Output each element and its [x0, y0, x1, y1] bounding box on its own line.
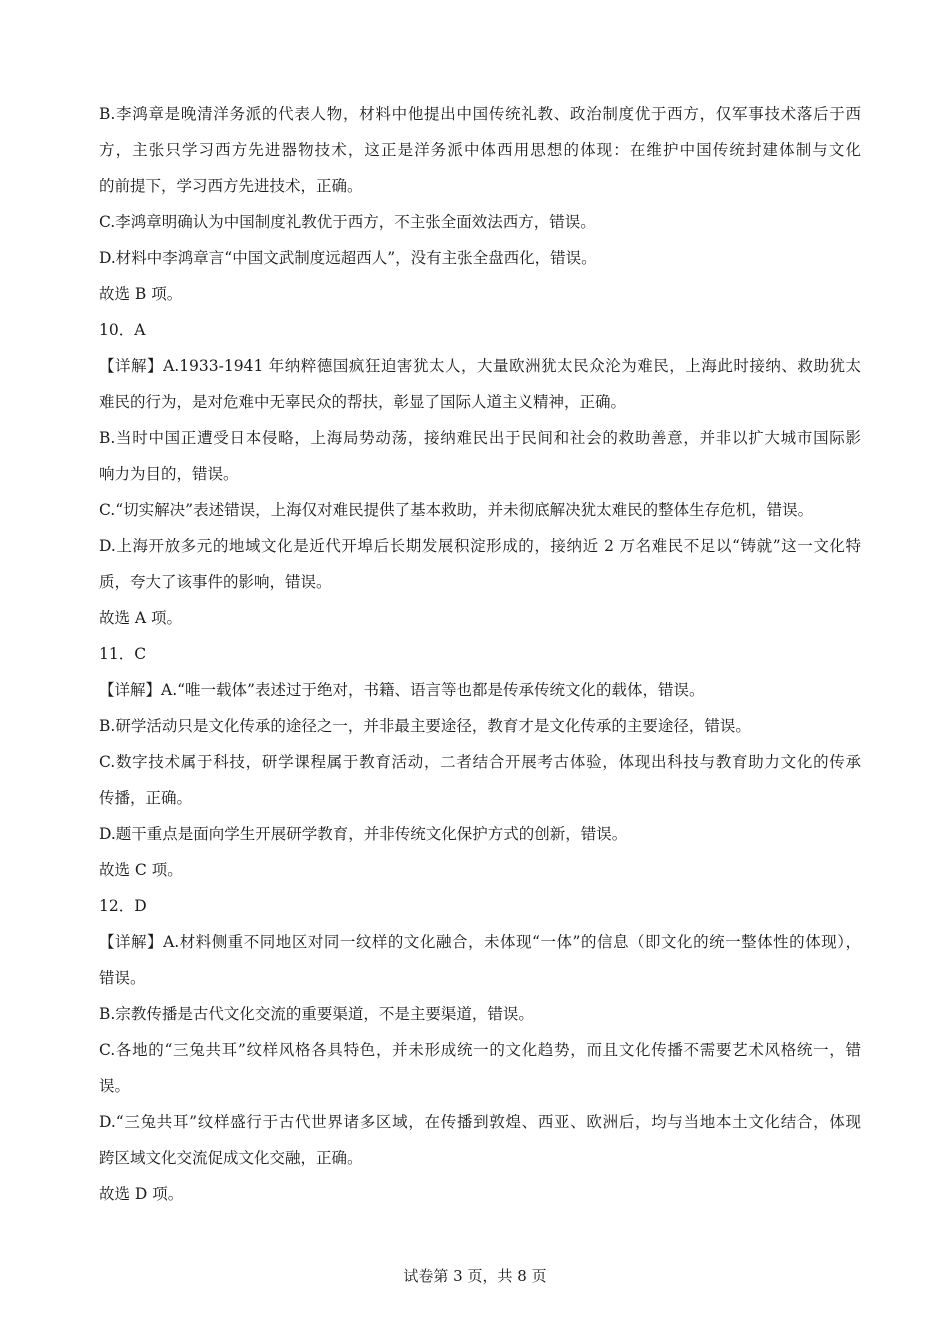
text-line: C.李鸿章明确认为中国制度礼教优于西方，不主张全面效法西方，错误。	[99, 213, 596, 231]
text-line: C.各地的“三兔共耳”纹样风格各具特色，并未形成统一的文化趋势，而且文化传播不需要艺术风格统一，错	[99, 1041, 861, 1059]
text-line: 误。	[99, 1077, 131, 1095]
page-footer: 试卷第 3 页，共 8 页	[403, 1267, 547, 1285]
answer-conclusion: 故选 C 项。	[99, 861, 183, 879]
text-line: D.题干重点是面向学生开展研学教育，并非传统文化保护方式的创新，错误。	[99, 825, 628, 843]
text-line: 方，主张只学习西方先进器物技术，这正是洋务派中体西用思想的体现：在维护中国传统封建体制与文化	[99, 141, 861, 159]
text-line: D.材料中李鸿章言“中国文武制度远超西人”，没有主张全盘西化，错误。	[99, 249, 597, 267]
text-line: B.当时中国正遭受日本侵略，上海局势动荡，接纳难民出于民间和社会的救助善意，并非以扩大城市国际影	[99, 429, 861, 447]
text-line: 传播，正确。	[99, 789, 193, 807]
answer-conclusion: 故选 B 项。	[99, 285, 183, 303]
document-body	[99, 96, 861, 1212]
text-line: 【详解】A.1933-1941 年纳粹德国疯狂迫害犹太人，大量欧洲犹太民众沦为难民，上海此时接纳、救助犹太	[99, 357, 861, 375]
text-line: 【详解】A.材料侧重不同地区对同一纹样的文化融合，未体现“一体”的信息（即文化的统一整体性的体现），	[99, 933, 861, 951]
text-line: B.研学活动只是文化传承的途径之一，并非最主要途径，教育才是文化传承的主要途径，错误。	[99, 717, 751, 735]
text-line: B.李鸿章是晚清洋务派的代表人物，材料中他提出中国传统礼教、政治制度优于西方，仅军事技术落后于西	[99, 105, 861, 123]
text-line: 【详解】A.“唯一载体”表述过于绝对，书籍、语言等也都是传承传统文化的载体，错误。	[99, 681, 705, 699]
answer-conclusion: 故选 D 项。	[99, 1185, 184, 1203]
text-line: C.数字技术属于科技，研学课程属于教育活动，二者结合开展考古体验，体现出科技与教育助力文化的传承	[99, 753, 861, 771]
text-line: 跨区域文化交流促成文化交融，正确。	[99, 1149, 363, 1167]
text-line: 质，夸大了该事件的影响，错误。	[99, 573, 332, 591]
text-line: 难民的行为，是对危难中无辜民众的帮扶，彰显了国际人道主义精神，正确。	[99, 393, 627, 411]
text-line: C.“切实解决”表述错误，上海仅对难民提供了基本救助，并未彻底解决犹太难民的整体生存危机，错误。	[99, 501, 814, 519]
text-line: B.宗教传播是古代文化交流的重要渠道，不是主要渠道，错误。	[99, 1005, 534, 1023]
text-line: 的前提下，学习西方先进技术，正确。	[99, 177, 363, 195]
question-number: 11．C	[99, 645, 147, 663]
text-line: D.上海开放多元的地域文化是近代开埠后长期发展积淀形成的，接纳近 2 万名难民不足以“铸就”这一文化特	[99, 537, 861, 555]
text-line: 响力为目的，错误。	[99, 465, 239, 483]
question-number: 12．D	[99, 897, 147, 915]
text-line: 错误。	[99, 969, 146, 987]
text-line: D.“三兔共耳”纹样盛行于古代世界诸多区域，在传播到敦煌、西亚、欧洲后，均与当地本土文化结合，体现	[99, 1113, 861, 1131]
answer-conclusion: 故选 A 项。	[99, 609, 183, 627]
question-number: 10．A	[99, 321, 146, 339]
